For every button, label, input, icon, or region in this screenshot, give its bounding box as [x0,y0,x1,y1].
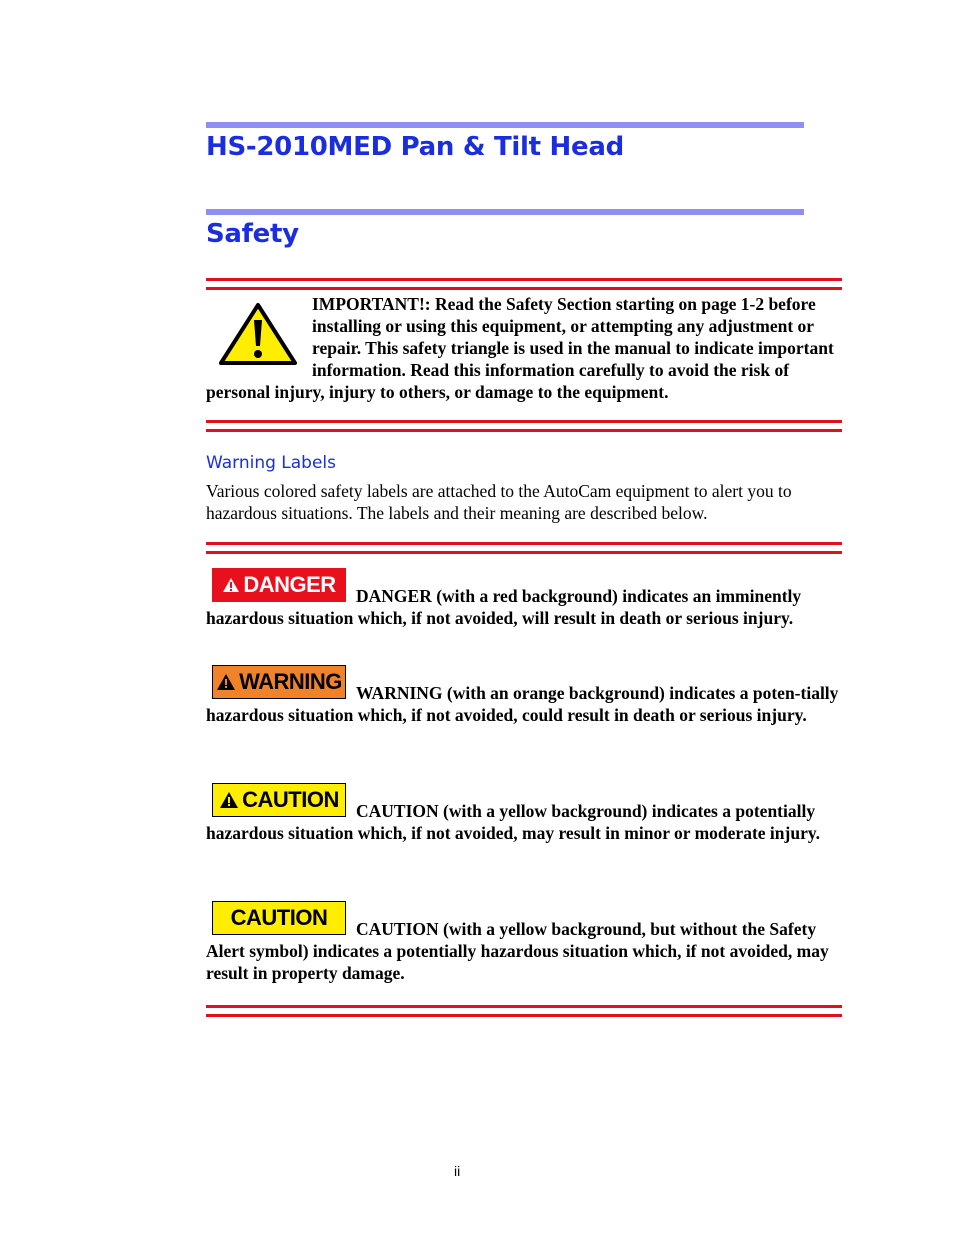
divider-important-bottom [206,420,842,432]
caution-description: CAUTION (with a yellow background) indicates a potentially hazardous situation which, if not avoided, may result in minor or moderate injury. [206,801,820,843]
danger-description: DANGER (with a red background) indicates an imminently hazardous situation which, if not avoided, will result in death or serious injury. [206,586,802,628]
warning-label-text: WARNING [239,669,342,694]
caution-no-symbol-label-text: CAUTION [230,905,328,930]
divider-important-top [206,278,842,290]
page-number: ii [454,1163,461,1179]
section-title: Safety [206,219,299,249]
caution-no-symbol-description: CAUTION (with a yellow background, but without the Safety Alert symbol) indicates a potentially hazardous situation which, if not avoided, may result in property damage. [206,919,829,983]
important-text: IMPORTANT!: Read the Safety Section starting on page 1-2 before installing or using this equipment, or attempting any adjustment or repair. This safety triangle is used in the manual to indicate important information. Read this information carefully to avoid the risk of personal injury, injury to others, or damage to the equipment. [206,294,834,402]
warning-description: WARNING (with an orange background) indicates a poten-tially hazardous situation which, if not avoided, could result in death or serious injury. [206,683,839,725]
divider-labels-bottom [206,1005,842,1017]
section-rule [206,209,804,215]
warning-labels-intro: Various colored safety labels are attached to the AutoCam equipment to alert you to hazardous situations. The labels and their meaning are described below. [206,481,792,523]
divider-labels-top [206,542,842,554]
danger-label-text: DANGER [243,572,336,597]
title-rule [206,122,804,128]
important-notice [206,293,842,403]
caution-label-text: CAUTION [242,787,339,812]
warning-labels-heading: Warning Labels [206,453,337,473]
document-title: HS-2010MED Pan & Tilt Head [206,132,624,162]
